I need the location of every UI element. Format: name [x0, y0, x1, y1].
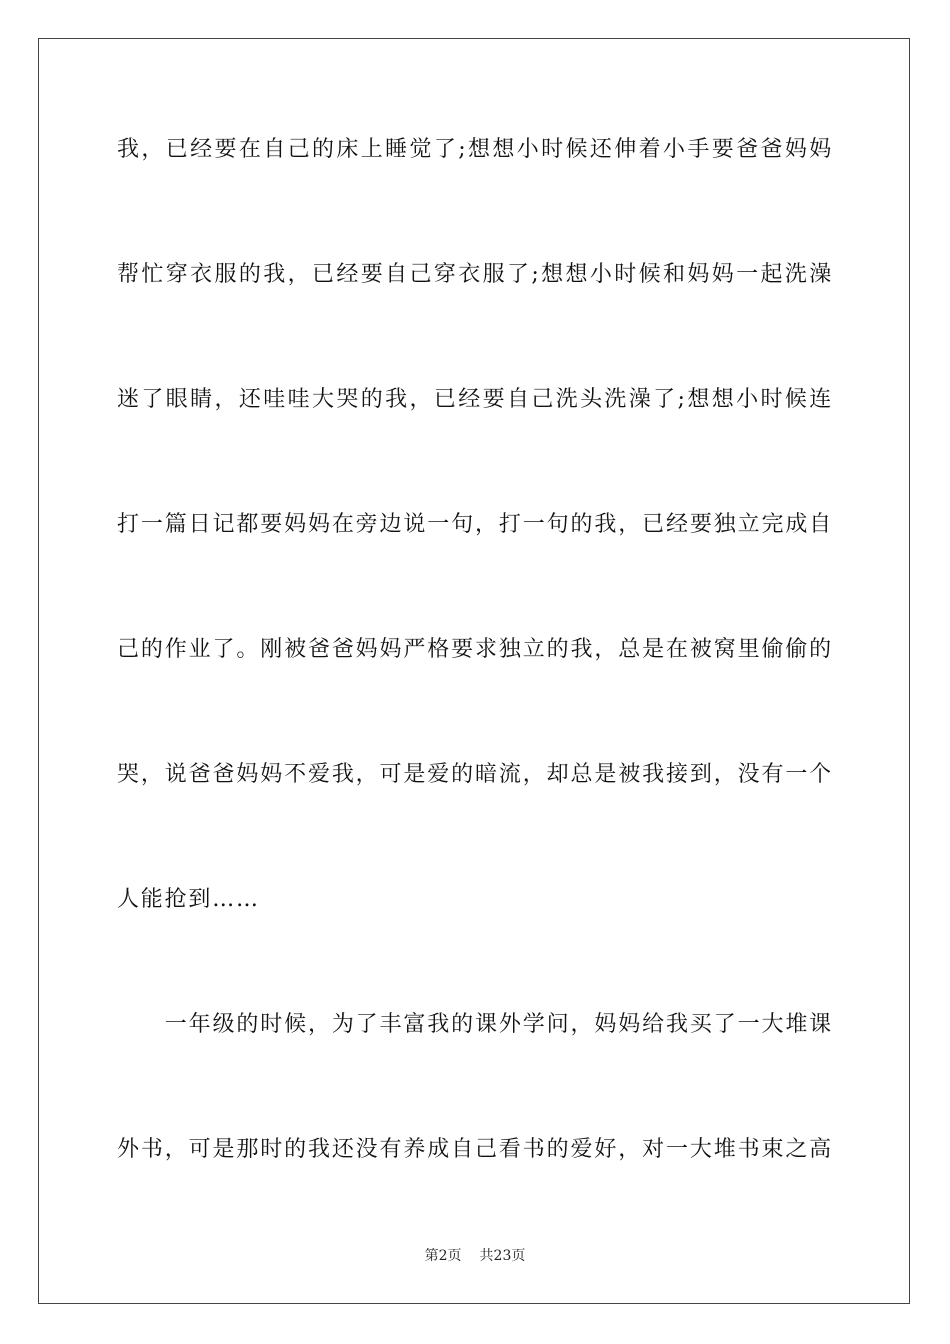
page-border	[38, 38, 910, 1304]
page-total: 共23页	[479, 1248, 526, 1264]
text-line-1: 我，已经要在自己的床上睡觉了;想想小时候还伸着小手要爸爸妈妈	[117, 137, 833, 162]
page-number: 第2页	[424, 1248, 462, 1264]
text-line-5: 己的作业了。刚被爸爸妈妈严格要求独立的我，总是在被窝里偷偷的	[117, 637, 833, 662]
text-line-6: 哭，说爸爸妈妈不爱我，可是爱的暗流，却总是被我接到，没有一个	[117, 762, 833, 787]
text-line-2: 帮忙穿衣服的我，已经要自己穿衣服了;想想小时候和妈妈一起洗澡	[117, 262, 833, 287]
text-line-4: 打一篇日记都要妈妈在旁边说一句，打一句的我，已经要独立完成自	[117, 512, 833, 537]
page-footer	[0, 1247, 950, 1265]
text-line-9: 外书，可是那时的我还没有养成自己看书的爱好，对一大堆书束之高	[117, 1137, 833, 1162]
text-line-7: 人能抢到……	[117, 887, 260, 912]
text-line-8: 一年级的时候，为了丰富我的课外学问，妈妈给我买了一大堆课	[117, 1012, 833, 1037]
text-line-3: 迷了眼睛，还哇哇大哭的我，已经要自己洗头洗澡了;想想小时候连	[117, 387, 833, 412]
